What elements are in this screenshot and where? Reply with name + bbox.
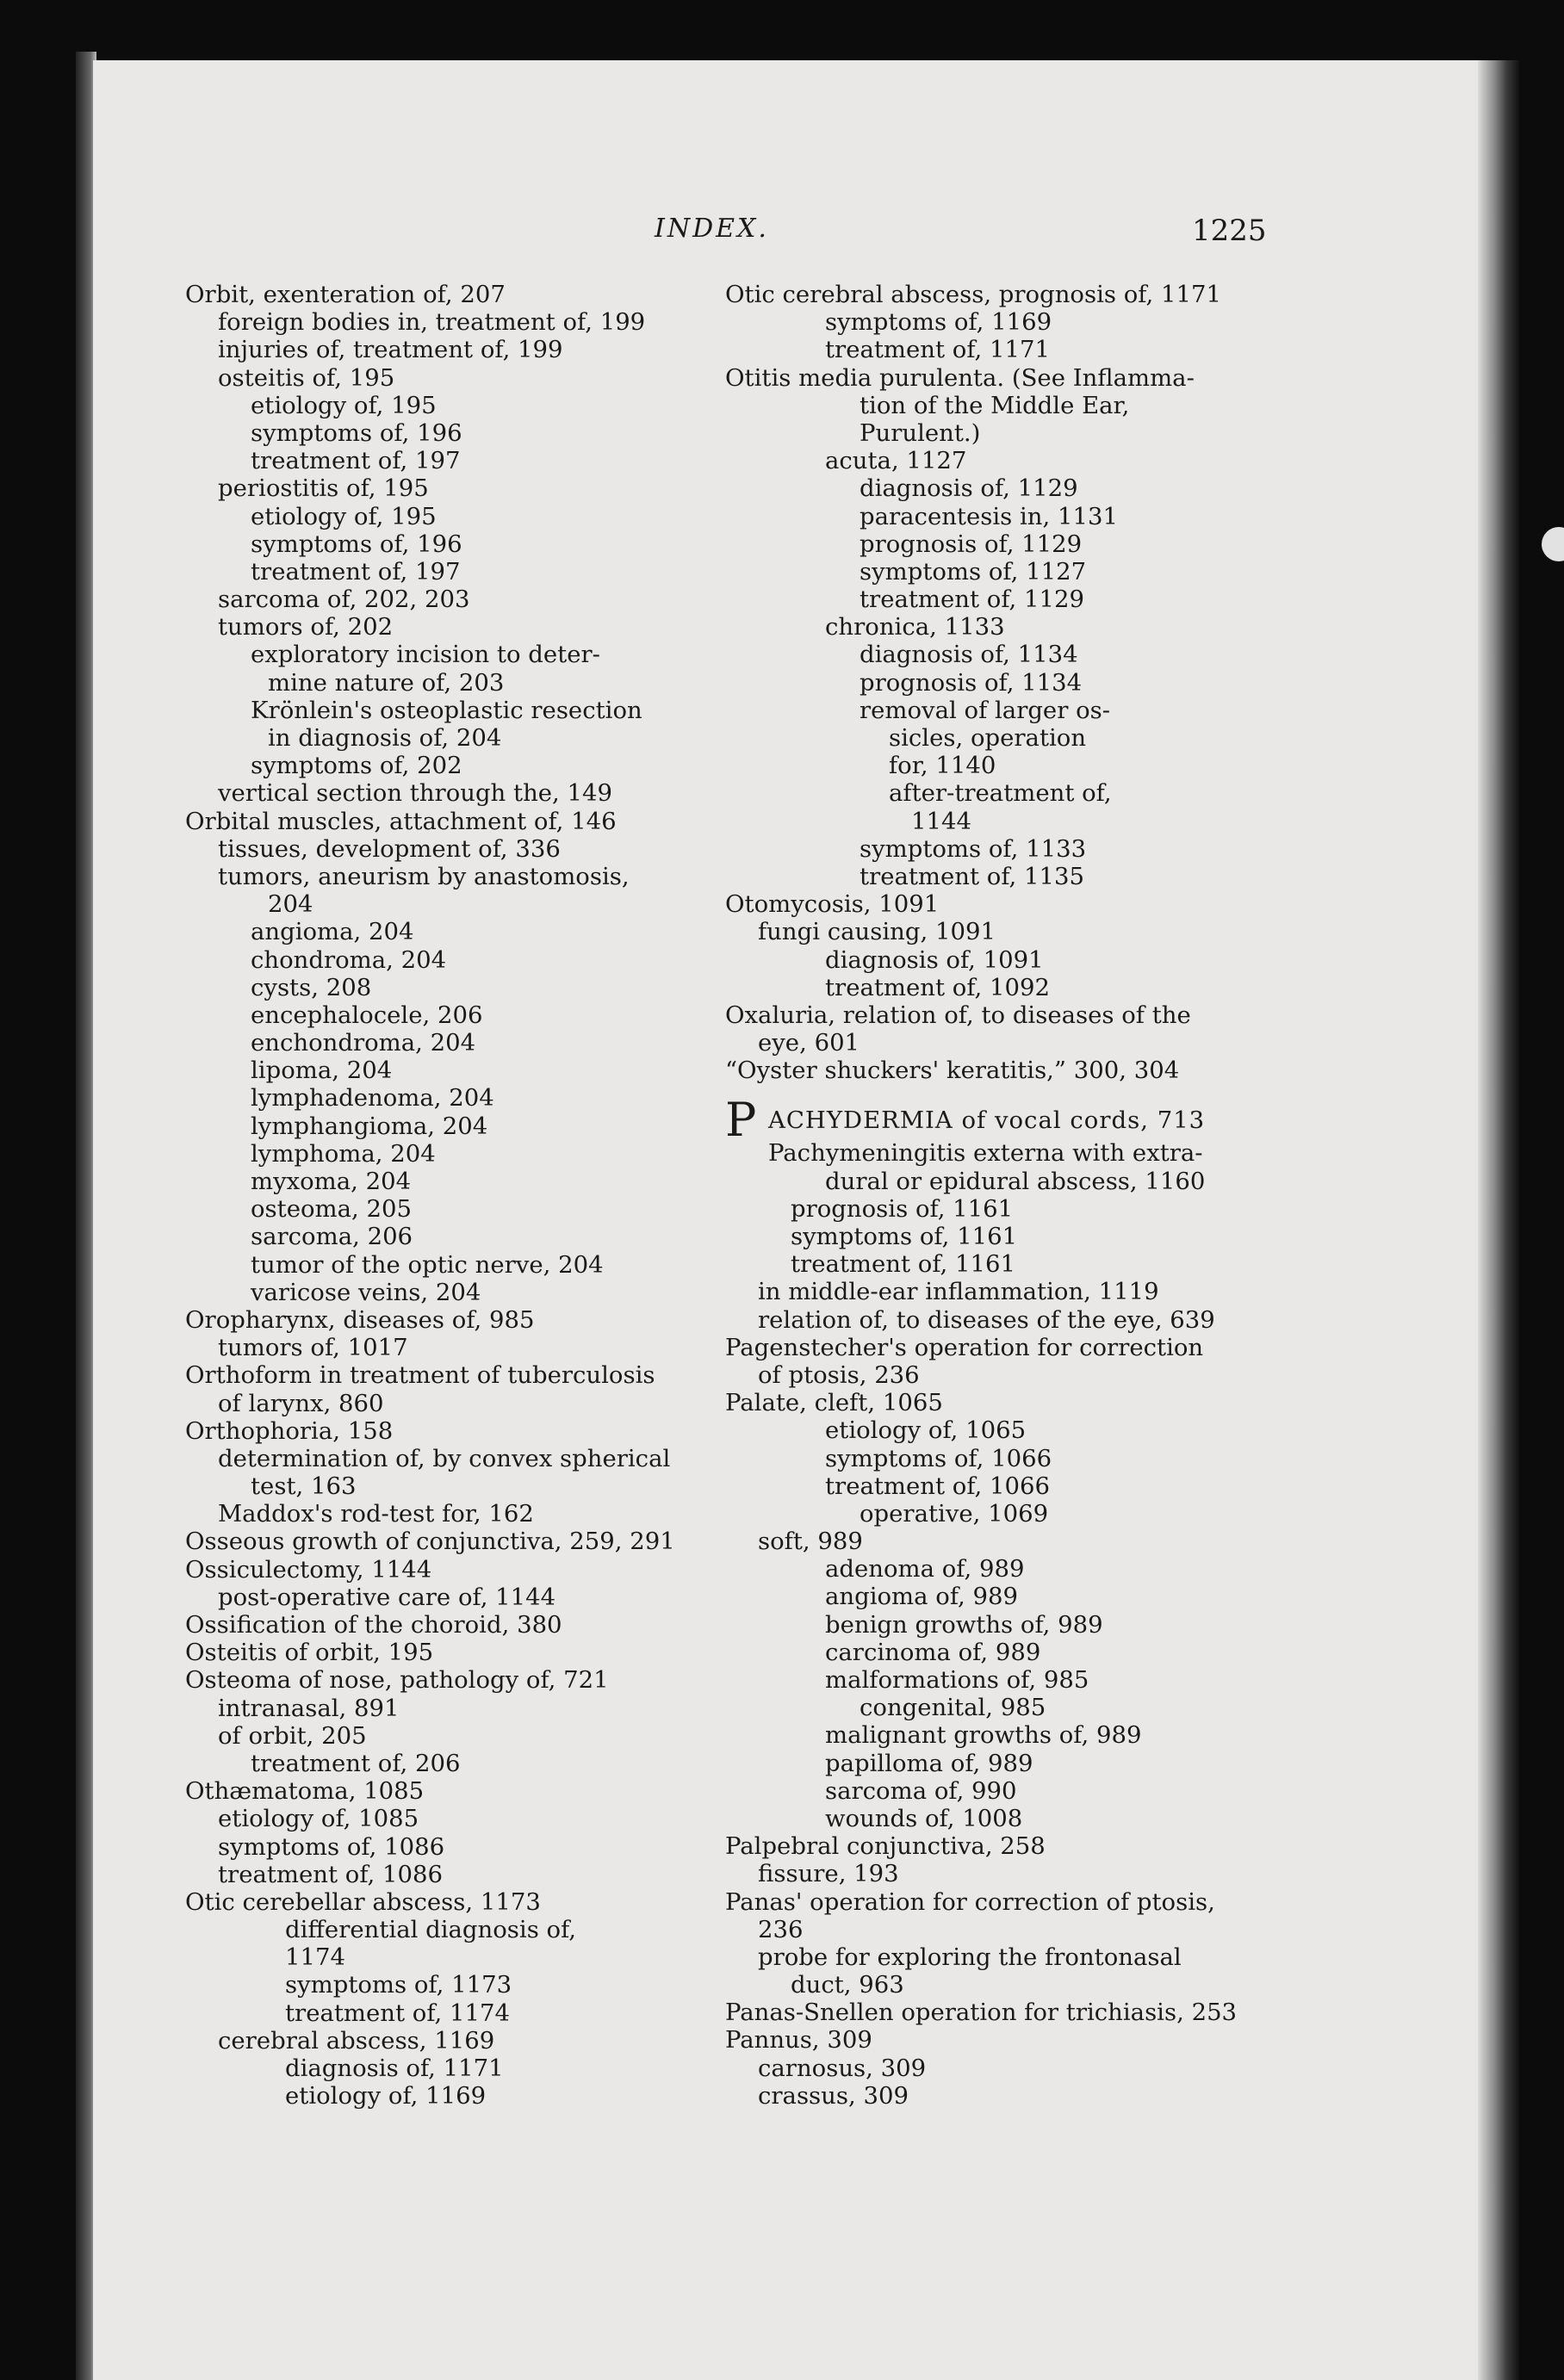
index-entry bbox=[185, 1639, 719, 1666]
index-entry-text: treatment of, 206 bbox=[251, 1749, 461, 1777]
index-entry bbox=[185, 1417, 719, 1445]
index-entry bbox=[725, 1943, 1255, 1971]
index-entry bbox=[725, 1389, 1255, 1416]
index-entry bbox=[725, 1445, 1255, 1472]
index-entry-text: sicles, operation bbox=[889, 724, 1087, 752]
index-entry-text: angioma, 204 bbox=[251, 918, 414, 946]
index-entry-text: Osseous growth of conjunctiva, 259, 291 bbox=[185, 1528, 675, 1556]
index-entry bbox=[725, 1916, 1255, 1943]
index-entry-text: Maddox's rod-test for, 162 bbox=[218, 1500, 534, 1528]
scan-smudge bbox=[1542, 527, 1564, 561]
index-entry-text: congenital, 985 bbox=[860, 1694, 1046, 1722]
index-entry-text: tumors of, 202 bbox=[218, 613, 394, 641]
index-entry-text: osteitis of, 195 bbox=[218, 363, 395, 392]
running-title: INDEX. bbox=[655, 214, 769, 244]
index-entry-text: osteoma, 205 bbox=[251, 1195, 412, 1224]
index-entry-text: symptoms of, 1173 bbox=[285, 1971, 512, 1999]
index-entry bbox=[725, 946, 1255, 974]
index-entry bbox=[725, 392, 1255, 419]
index-entry-text: symptoms of, 1169 bbox=[825, 308, 1052, 337]
index-entry bbox=[185, 1888, 719, 1916]
index-entry-text: symptoms of, 1133 bbox=[860, 834, 1087, 863]
index-entry bbox=[185, 1695, 719, 1722]
page-right-edge bbox=[1478, 60, 1519, 2380]
index-entry bbox=[725, 1805, 1255, 1832]
index-entry-text: tion of the Middle Ear, bbox=[860, 391, 1130, 419]
index-column-right bbox=[725, 281, 1255, 2110]
index-entry-text: relation of, to diseases of the eye, 639 bbox=[758, 1305, 1215, 1334]
index-entry-text: cysts, 208 bbox=[251, 973, 372, 1001]
index-entry-text: symptoms of, 196 bbox=[251, 530, 462, 558]
index-entry bbox=[725, 281, 1255, 308]
index-entry-text: enchondroma, 204 bbox=[251, 1029, 476, 1057]
index-entry-text: diagnosis of, 1171 bbox=[285, 2055, 504, 2082]
index-entry-text: symptoms of, 1161 bbox=[791, 1223, 1018, 1250]
index-entry bbox=[725, 641, 1255, 668]
index-entry-text: treatment of, 1129 bbox=[860, 586, 1084, 614]
index-entry bbox=[725, 1500, 1255, 1528]
index-entry bbox=[185, 779, 719, 807]
index-entry-text: myxoma, 204 bbox=[251, 1168, 412, 1195]
index-entry-text: periostitis of, 195 bbox=[218, 474, 429, 503]
index-entry bbox=[725, 890, 1255, 918]
index-entry bbox=[725, 863, 1255, 890]
index-entry-text: fungi causing, 1091 bbox=[758, 918, 996, 946]
index-entry bbox=[185, 613, 719, 641]
index-entry-text: 204 bbox=[268, 890, 313, 919]
index-entry-text: Othæmatoma, 1085 bbox=[185, 1777, 425, 1806]
index-entry-text: diagnosis of, 1129 bbox=[860, 474, 1078, 503]
page-header bbox=[0, 214, 1564, 257]
index-entry-text: etiology of, 1085 bbox=[218, 1805, 419, 1833]
index-entry bbox=[725, 1971, 1255, 1999]
index-entry-text: diagnosis of, 1091 bbox=[825, 945, 1044, 974]
index-entry bbox=[185, 974, 719, 1001]
index-entry bbox=[185, 308, 719, 336]
index-entry bbox=[185, 1361, 719, 1389]
index-entry bbox=[725, 808, 1255, 835]
index-entry bbox=[725, 918, 1255, 945]
index-entry-text: carcinoma of, 989 bbox=[825, 1638, 1041, 1666]
index-entry-text: test, 163 bbox=[251, 1472, 357, 1501]
index-entry-text: acuta, 1127 bbox=[825, 447, 967, 475]
index-entry bbox=[725, 503, 1255, 530]
index-entry bbox=[725, 1223, 1255, 1250]
index-entry-text: Pagenstecher's operation for correction bbox=[725, 1333, 1204, 1361]
index-entry bbox=[185, 1029, 719, 1057]
index-entry bbox=[725, 1250, 1255, 1278]
index-entry bbox=[185, 1223, 719, 1250]
index-entry bbox=[725, 2082, 1255, 2110]
index-entry-text: injuries of, treatment of, 199 bbox=[218, 336, 563, 364]
index-entry-text: Orthoform in treatment of tuberculosis bbox=[185, 1361, 655, 1390]
index-entry-text: angioma of, 989 bbox=[825, 1583, 1019, 1611]
index-entry bbox=[725, 1694, 1255, 1721]
index-entry bbox=[185, 835, 719, 863]
index-entry bbox=[185, 918, 719, 945]
index-entry bbox=[185, 364, 719, 392]
index-entry bbox=[725, 2055, 1255, 2082]
index-entry-text: papilloma of, 989 bbox=[825, 1749, 1033, 1777]
index-entry-text: treatment of, 197 bbox=[251, 447, 461, 475]
index-entry-text: symptoms of, 1066 bbox=[825, 1444, 1052, 1472]
index-entry-text: etiology of, 195 bbox=[251, 502, 437, 530]
index-entry bbox=[725, 447, 1255, 474]
index-entry bbox=[725, 1361, 1255, 1389]
index-entry-text: “Oyster shuckers' keratitis,” 300, 304 bbox=[725, 1057, 1180, 1085]
index-entry bbox=[725, 586, 1255, 613]
index-entry bbox=[725, 1416, 1255, 1444]
index-entry bbox=[725, 2026, 1255, 2054]
index-entry-text: encephalocele, 206 bbox=[251, 1001, 483, 1029]
index-entry-text: sarcoma, 206 bbox=[251, 1223, 413, 1251]
index-entry-text: wounds of, 1008 bbox=[825, 1804, 1023, 1832]
index-entry bbox=[185, 1472, 719, 1500]
index-entry bbox=[725, 1860, 1255, 1887]
index-entry bbox=[725, 974, 1255, 1001]
index-entry-text: Otomycosis, 1091 bbox=[725, 890, 940, 919]
index-entry-text: of orbit, 205 bbox=[218, 1721, 367, 1750]
index-entry-text: benign growths of, 989 bbox=[825, 1610, 1103, 1639]
index-entry-text: tumors of, 1017 bbox=[218, 1334, 408, 1362]
index-entry bbox=[185, 669, 719, 697]
index-entry bbox=[185, 1113, 719, 1140]
index-entry bbox=[185, 1334, 719, 1361]
index-entry bbox=[725, 1001, 1255, 1029]
index-entry-text: Orbital muscles, attachment of, 146 bbox=[185, 807, 617, 835]
index-entry-text: lymphangioma, 204 bbox=[251, 1112, 488, 1140]
index-entry-text: prognosis of, 1161 bbox=[791, 1194, 1014, 1223]
index-entry bbox=[185, 697, 719, 724]
index-entry bbox=[185, 752, 719, 779]
index-entry bbox=[185, 336, 719, 363]
index-entry-text: Panas' operation for correction of ptosis, bbox=[725, 1887, 1215, 1916]
index-entry-text: lipoma, 204 bbox=[251, 1057, 393, 1085]
index-entry bbox=[185, 1971, 719, 1999]
index-entry bbox=[185, 474, 719, 502]
index-entry-text: diagnosis of, 1134 bbox=[860, 641, 1078, 669]
index-entry-text: etiology of, 195 bbox=[251, 391, 437, 419]
index-entry bbox=[725, 724, 1255, 752]
index-entry-text: of ptosis, 236 bbox=[758, 1360, 920, 1389]
index-entry bbox=[185, 1445, 719, 1472]
index-entry bbox=[185, 530, 719, 558]
index-entry bbox=[725, 1139, 1255, 1167]
index-entry bbox=[725, 1334, 1255, 1361]
index-entry-text: treatment of, 1086 bbox=[218, 1860, 443, 1888]
index-entry-text: determination of, by convex spherical bbox=[218, 1444, 671, 1472]
index-entry bbox=[185, 503, 719, 530]
index-entry bbox=[725, 835, 1255, 863]
index-entry bbox=[725, 1306, 1255, 1334]
index-entry bbox=[725, 1528, 1255, 1555]
index-entry bbox=[725, 1057, 1255, 1084]
index-entry-text: 236 bbox=[758, 1915, 804, 1943]
index-entry bbox=[725, 1168, 1255, 1195]
index-entry bbox=[725, 1666, 1255, 1694]
index-entry bbox=[185, 1500, 719, 1528]
index-entry bbox=[185, 1833, 719, 1861]
index-entry-text: Osteoma of nose, pathology of, 721 bbox=[185, 1666, 609, 1695]
index-entry bbox=[725, 530, 1255, 558]
index-entry bbox=[185, 1251, 719, 1279]
index-entry bbox=[725, 669, 1255, 697]
index-entry-text: eye, 601 bbox=[758, 1029, 860, 1057]
index-entry-text: differential diagnosis of, bbox=[285, 1916, 577, 1944]
index-entry-text: vertical section through the, 149 bbox=[218, 779, 613, 808]
index-entry-text: post-operative care of, 1144 bbox=[218, 1583, 556, 1611]
index-entry bbox=[185, 2055, 719, 2082]
index-entry-text: in diagnosis of, 204 bbox=[268, 724, 502, 752]
index-entry bbox=[725, 474, 1255, 502]
index-entry-text: treatment of, 1135 bbox=[860, 862, 1084, 890]
index-entry bbox=[185, 1140, 719, 1168]
index-entry bbox=[725, 752, 1255, 779]
index-entry-text: Pachymeningitis externa with extra- bbox=[768, 1139, 1203, 1168]
drop-cap-letter: P bbox=[725, 1093, 757, 1148]
index-entry bbox=[725, 1029, 1255, 1057]
index-entry-text: Otitis media purulenta. (See Inflamma- bbox=[725, 363, 1195, 392]
index-entry bbox=[725, 1750, 1255, 1777]
index-entry-text: Otic cerebral abscess, prognosis of, 1171 bbox=[725, 281, 1221, 308]
index-entry bbox=[185, 281, 719, 308]
index-entry bbox=[725, 1093, 1255, 1148]
index-entry bbox=[185, 1528, 719, 1555]
index-entry-text: dural or epidural abscess, 1160 bbox=[825, 1167, 1206, 1195]
index-entry bbox=[185, 724, 719, 752]
index-entry-text: intranasal, 891 bbox=[218, 1694, 400, 1722]
index-entry bbox=[185, 1584, 719, 1611]
index-entry-text: etiology of, 1169 bbox=[285, 2082, 487, 2110]
index-entry bbox=[185, 558, 719, 586]
index-entry bbox=[725, 1472, 1255, 1500]
index-entry bbox=[185, 1390, 719, 1417]
index-entry bbox=[725, 1611, 1255, 1639]
index-entry bbox=[185, 1722, 719, 1750]
index-entry-text: malformations of, 985 bbox=[825, 1666, 1089, 1694]
index-entry-text: adenoma of, 989 bbox=[825, 1555, 1025, 1584]
index-entry bbox=[185, 1861, 719, 1888]
index-entry-text: Ossification of the choroid, 380 bbox=[185, 1611, 562, 1639]
index-entry bbox=[185, 863, 719, 890]
index-entry-text: crassus, 309 bbox=[758, 2081, 909, 2110]
index-entry-text: in middle-ear inflammation, 1119 bbox=[758, 1278, 1159, 1306]
index-entry bbox=[185, 1001, 719, 1029]
index-entry-text: Osteitis of orbit, 195 bbox=[185, 1639, 434, 1667]
index-entry bbox=[725, 613, 1255, 641]
index-entry bbox=[185, 419, 719, 447]
index-entry-text: exploratory incision to deter- bbox=[251, 641, 600, 669]
index-entry-text: symptoms of, 202 bbox=[251, 752, 462, 780]
index-entry-text: Purulent.) bbox=[860, 418, 981, 447]
index-entry-text: foreign bodies in, treatment of, 199 bbox=[218, 308, 646, 337]
index-entry bbox=[725, 697, 1255, 724]
index-entry-text: treatment of, 1092 bbox=[825, 973, 1050, 1001]
index-entry-text: treatment of, 1171 bbox=[825, 336, 1050, 364]
index-entry bbox=[725, 364, 1255, 392]
index-entry bbox=[725, 1777, 1255, 1805]
index-entry-text: Otic cerebellar abscess, 1173 bbox=[185, 1887, 541, 1916]
index-entry-text: soft, 989 bbox=[758, 1528, 863, 1556]
index-entry-text: Orbit, exenteration of, 207 bbox=[185, 281, 506, 308]
index-entry-text: tumor of the optic nerve, 204 bbox=[251, 1250, 604, 1279]
index-entry-text: sarcoma of, 202, 203 bbox=[218, 586, 470, 614]
index-entry-text: tumors, aneurism by anastomosis, bbox=[218, 862, 630, 890]
index-entry-text: Ossiculectomy, 1144 bbox=[185, 1555, 432, 1584]
index-entry bbox=[725, 1583, 1255, 1610]
index-entry-text: etiology of, 1065 bbox=[825, 1416, 1027, 1445]
index-entry bbox=[185, 392, 719, 419]
index-entry bbox=[725, 558, 1255, 586]
index-entry bbox=[185, 1916, 719, 1943]
index-entry-text: duct, 963 bbox=[791, 1971, 904, 1999]
index-entry bbox=[185, 2082, 719, 2110]
index-entry bbox=[725, 308, 1255, 336]
index-entry-text: carnosus, 309 bbox=[758, 2054, 927, 2082]
index-entry bbox=[185, 1195, 719, 1223]
index-entry bbox=[185, 1943, 719, 1971]
page-number: 1225 bbox=[1192, 214, 1267, 248]
index-entry bbox=[185, 1666, 719, 1694]
index-entry bbox=[185, 1084, 719, 1112]
index-entry bbox=[185, 1279, 719, 1306]
index-entry bbox=[185, 586, 719, 613]
index-entry-text: Pannus, 309 bbox=[725, 2026, 872, 2055]
index-entry-text: 1144 bbox=[911, 807, 971, 835]
index-entry bbox=[185, 1611, 719, 1639]
index-entry-text: treatment of, 197 bbox=[251, 557, 461, 586]
index-entry bbox=[725, 1721, 1255, 1749]
index-entry bbox=[725, 1888, 1255, 1916]
index-entry-text: cerebral abscess, 1169 bbox=[218, 2026, 495, 2055]
index-entry-text: Oxaluria, relation of, to diseases of the bbox=[725, 1001, 1191, 1029]
index-entry-text: after-treatment of, bbox=[889, 779, 1112, 808]
index-entry-text: tissues, development of, 336 bbox=[218, 834, 561, 863]
index-entry-text: prognosis of, 1129 bbox=[860, 530, 1083, 558]
index-entry-text: for, 1140 bbox=[889, 752, 996, 780]
index-entry-text: Palate, cleft, 1065 bbox=[725, 1389, 943, 1417]
index-entry-text: lymphadenoma, 204 bbox=[251, 1084, 494, 1113]
index-entry bbox=[725, 779, 1255, 807]
index-entry-text: operative, 1069 bbox=[860, 1499, 1049, 1528]
index-entry bbox=[185, 808, 719, 835]
index-entry bbox=[725, 1195, 1255, 1223]
index-entry bbox=[185, 641, 719, 668]
index-entry-text: prognosis of, 1134 bbox=[860, 668, 1083, 697]
index-entry-text: Panas-Snellen operation for trichiasis, 253 bbox=[725, 1999, 1238, 2027]
index-entry-text: treatment of, 1066 bbox=[825, 1472, 1050, 1500]
index-entry-text: varicose veins, 204 bbox=[251, 1278, 481, 1306]
index-entry-text: ACHYDERMIA of vocal cords, 713 bbox=[768, 1106, 1206, 1135]
index-entry bbox=[185, 1805, 719, 1832]
index-entry bbox=[725, 1639, 1255, 1666]
index-entry-text: of larynx, 860 bbox=[218, 1389, 384, 1417]
index-entry-text: chronica, 1133 bbox=[825, 613, 1005, 641]
index-entry-text: Krönlein's osteoplastic resection bbox=[251, 696, 642, 724]
index-entry bbox=[725, 419, 1255, 447]
index-entry bbox=[185, 1750, 719, 1777]
index-entry-text: mine nature of, 203 bbox=[268, 668, 505, 697]
index-entry-text: Oropharynx, diseases of, 985 bbox=[185, 1305, 535, 1334]
index-entry-text: malignant growths of, 989 bbox=[825, 1721, 1142, 1750]
index-entry-text: treatment of, 1174 bbox=[285, 1999, 510, 2027]
index-entry-text: Palpebral conjunctiva, 258 bbox=[725, 1832, 1046, 1861]
index-entry-text: symptoms of, 196 bbox=[251, 418, 462, 447]
index-entry bbox=[185, 1556, 719, 1584]
index-entry bbox=[185, 1168, 719, 1195]
index-entry-text: treatment of, 1161 bbox=[791, 1250, 1015, 1279]
index-entry bbox=[185, 1777, 719, 1805]
index-entry bbox=[185, 890, 719, 918]
index-entry-text: symptoms of, 1127 bbox=[860, 557, 1087, 586]
index-entry-text: fissure, 193 bbox=[758, 1860, 899, 1888]
index-entry bbox=[725, 336, 1255, 363]
index-entry bbox=[185, 1306, 719, 1334]
index-entry-text: 1174 bbox=[285, 1943, 345, 1972]
index-entry bbox=[725, 1278, 1255, 1305]
index-entry bbox=[185, 447, 719, 474]
index-column-left bbox=[185, 281, 719, 2110]
index-entry bbox=[185, 1057, 719, 1084]
index-entry-text: lymphoma, 204 bbox=[251, 1139, 436, 1168]
index-entry-text: sarcoma of, 990 bbox=[825, 1776, 1017, 1805]
index-entry-text: chondroma, 204 bbox=[251, 945, 447, 974]
index-entry-text: removal of larger os- bbox=[860, 696, 1111, 724]
index-entry bbox=[725, 1555, 1255, 1583]
index-entry-text: symptoms of, 1086 bbox=[218, 1832, 445, 1861]
index-entry bbox=[185, 946, 719, 974]
index-entry bbox=[185, 2027, 719, 2055]
index-entry bbox=[185, 1999, 719, 2027]
index-entry-text: probe for exploring the frontonasal bbox=[758, 1943, 1182, 1971]
index-entry-text: Orthophoria, 158 bbox=[185, 1416, 394, 1445]
index-entry bbox=[725, 1832, 1255, 1860]
index-entry bbox=[725, 1999, 1255, 2026]
index-entry-text: paracentesis in, 1131 bbox=[860, 502, 1118, 530]
